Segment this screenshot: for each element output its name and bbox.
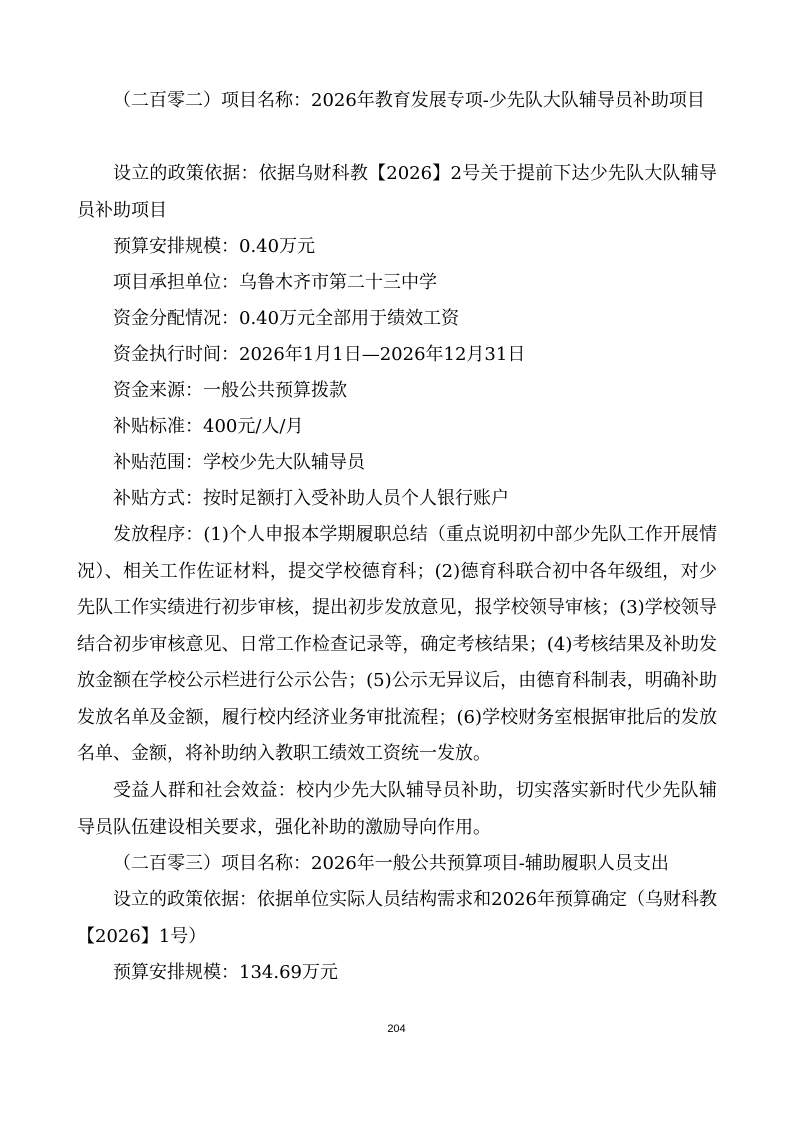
project-202-distribution-procedure: 发放程序：(1)个人申报本学期履职总结（重点说明初中部少先队工作开展情况）、相关工作佐证材料，提交学校德育科；(2)德育科联合初中各年级组，对少先队工作实绩进行初步审核，提出初步发放意见，报学校领导审核；(3)学校领导结合初步审核意见、日常工作检查记录等，确定考核结果；(4)考核结果及补助发放金额在学校公示栏进行公示公告；(5)公示无异议后，由德育科制表，明确补助发放名单及金额，履行校内经济业务审批流程；(6)学校财务室根据审批后的发放名单、金额，将补助纳入教职工绩效工资统一发放。 [77,524,717,764]
project-203-title: （二百零三）项目名称：2026年一般公共预算项目-辅助履职人员支出 [113,853,669,874]
project-202-subsidy-standard: 补贴标准：400元/人/月 [113,416,304,437]
project-202-undertaking-unit: 项目承担单位：乌鲁木齐市第二十三中学 [113,272,437,293]
project-202-title: （二百零二）项目名称：2026年教育发展专项-少先队大队辅导员补助项目 [113,90,705,111]
project-202-execution-time: 资金执行时间：2026年1月1日—2026年12月31日 [113,344,526,365]
project-203-budget-scale: 预算安排规模：134.69万元 [113,962,338,983]
project-202-policy-basis: 设立的政策依据：依据乌财科教【2026】2号关于提前下达少先队大队辅导员补助项目 [77,163,717,221]
project-203-policy-basis: 设立的政策依据：依据单位实际人员结构需求和2026年预算确定（乌财科教【2026】1号） [77,889,717,947]
project-202-subsidy-method: 补贴方式：按时足额打入受补助人员个人银行账户 [113,488,509,509]
page-number: 204 [387,1023,406,1035]
project-202-subsidy-scope: 补贴范围：学校少先大队辅导员 [113,452,365,473]
project-202-budget-scale: 预算安排规模：0.40万元 [113,236,316,257]
project-202-fund-source: 资金来源：一般公共预算拨款 [113,380,347,401]
project-202-beneficiaries-benefits: 受益人群和社会效益：校内少先大队辅导员补助，切实落实新时代少先队辅导员队伍建设相关要求，强化补助的激励导向作用。 [77,780,717,838]
project-202-fund-allocation: 资金分配情况：0.40万元全部用于绩效工资 [113,308,460,329]
